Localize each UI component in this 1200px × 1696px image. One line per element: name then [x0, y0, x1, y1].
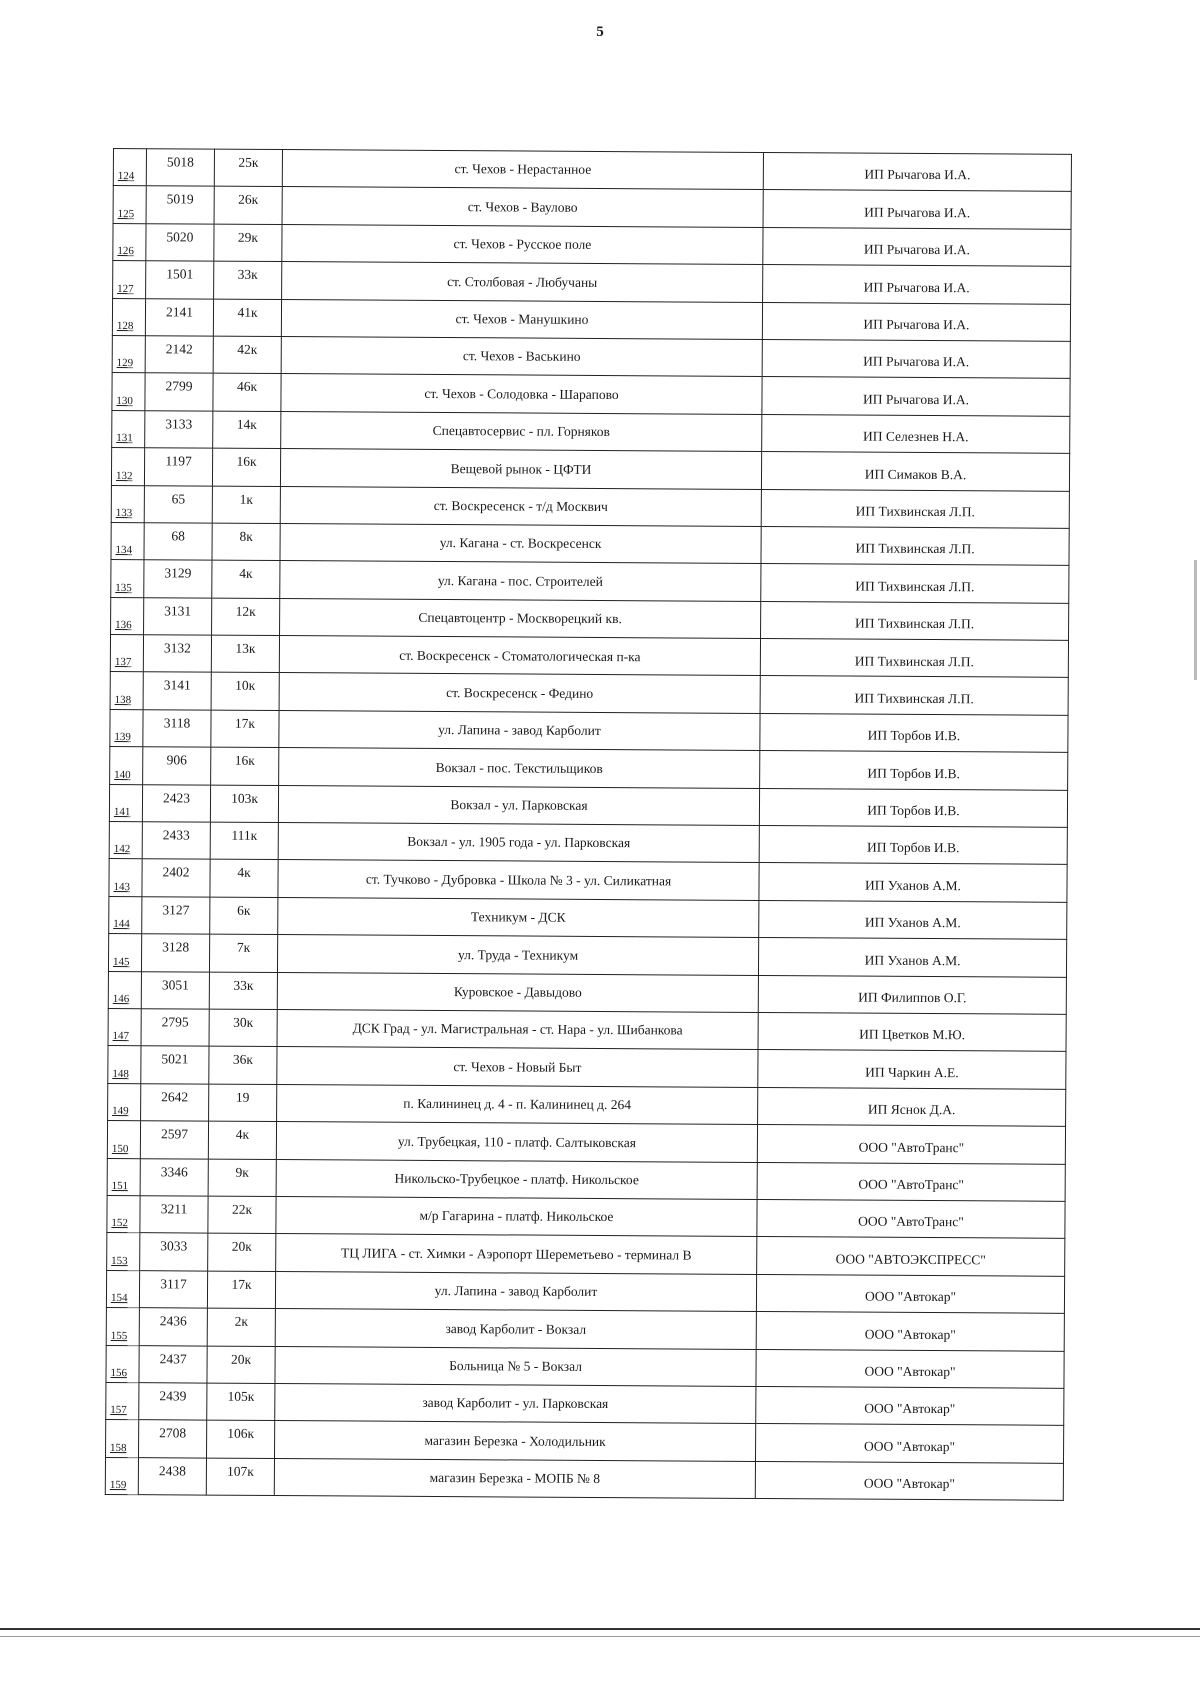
registration-number-cell: 68 — [144, 523, 212, 561]
route-path-cell: п. Калининец д. 4 - п. Калининец д. 264 — [277, 1084, 758, 1124]
registration-number-cell: 3128 — [141, 934, 209, 972]
route-path-cell: ст. Тучково - Дубровка - Школа № 3 - ул. Силикатная — [278, 860, 759, 900]
table-row — [111, 448, 1069, 491]
carrier-cell: ИП Тихвинская Л.П. — [761, 526, 1069, 565]
route-number-cell: 14к — [213, 411, 281, 449]
table-row — [111, 597, 1069, 640]
route-number-cell: 46к — [213, 373, 281, 411]
route-number-cell: 19 — [209, 1084, 277, 1122]
registration-number-cell: 5020 — [146, 223, 214, 261]
route-number-cell: 107к — [206, 1458, 274, 1496]
registration-number-cell: 3033 — [140, 1233, 208, 1271]
row-number-cell: 127 — [113, 261, 146, 299]
row-number-cell: 148 — [108, 1046, 141, 1084]
row-number-cell: 145 — [108, 934, 141, 972]
carrier-cell: ИП Рычагова И.А. — [763, 190, 1071, 229]
registration-number-cell: 5019 — [146, 186, 214, 224]
table-row — [109, 822, 1067, 865]
table-row — [112, 410, 1070, 453]
row-number-cell: 156 — [106, 1345, 139, 1383]
route-number-cell: 1к — [212, 486, 280, 524]
route-path-cell: Вокзал - пос. Текстильщиков — [279, 748, 760, 788]
scan-edge-line-faint — [0, 1636, 1200, 1637]
carrier-cell: ИП Уханов А.М. — [759, 863, 1067, 902]
table-row — [105, 1457, 1063, 1500]
row-number-cell: 134 — [111, 522, 144, 560]
route-path-cell: ДСК Град - ул. Магистральная - ст. Нара - ул. Шибанкова — [277, 1010, 758, 1050]
row-number-cell: 144 — [109, 896, 142, 934]
row-number-cell: 136 — [111, 597, 144, 635]
registration-number-cell: 2437 — [139, 1345, 207, 1383]
table-row — [109, 784, 1067, 827]
carrier-cell: ИП Рычагова И.А. — [763, 227, 1071, 266]
route-path-cell: Вещевой рынок - ЦФТИ — [280, 449, 761, 489]
carrier-cell: ИП Рычагова И.А. — [762, 377, 1070, 416]
carrier-cell: ИП Яснок Д.А. — [758, 1087, 1066, 1126]
row-number-cell: 157 — [106, 1382, 139, 1420]
route-number-cell: 8к — [212, 523, 280, 561]
carrier-cell: ИП Симаков В.А. — [761, 452, 1069, 491]
row-number-cell: 149 — [108, 1083, 141, 1121]
registration-number-cell: 5021 — [141, 1046, 209, 1084]
route-path-cell: Больница № 5 - Вокзал — [275, 1346, 756, 1386]
scan-edge-line — [0, 1628, 1200, 1630]
table-row — [108, 934, 1066, 977]
table-row — [112, 298, 1070, 341]
registration-number-cell: 2799 — [145, 373, 213, 411]
route-path-cell: Вокзал - ул. 1905 года - ул. Парковская — [278, 823, 759, 863]
table-row — [113, 186, 1071, 229]
carrier-cell: ИП Торбов И.В. — [760, 751, 1068, 790]
table-row — [108, 971, 1066, 1014]
row-number-cell: 159 — [105, 1457, 138, 1495]
registration-number-cell: 2433 — [142, 822, 210, 860]
registration-number-cell: 2141 — [145, 298, 213, 336]
route-number-cell: 20к — [208, 1233, 276, 1271]
row-number-cell: 131 — [112, 410, 145, 448]
registration-number-cell: 2642 — [141, 1083, 209, 1121]
row-number-cell: 137 — [110, 635, 143, 673]
carrier-cell: ИП Селезнев Н.А. — [762, 414, 1070, 453]
table-row — [106, 1345, 1064, 1388]
route-number-cell: 41к — [213, 299, 281, 337]
registration-number-cell: 2439 — [139, 1383, 207, 1421]
row-number-cell: 139 — [110, 709, 143, 747]
routes-table — [105, 148, 1072, 1501]
table-row — [110, 747, 1068, 790]
route-number-cell: 26к — [214, 187, 282, 225]
route-number-cell: 13к — [211, 635, 279, 673]
row-number-cell: 135 — [111, 560, 144, 598]
registration-number-cell: 3131 — [144, 597, 212, 635]
route-number-cell: 33к — [209, 972, 277, 1010]
carrier-cell: ИП Чаркин А.Е. — [758, 1050, 1066, 1089]
carrier-cell: ИП Уханов А.М. — [758, 938, 1066, 977]
route-number-cell: 105к — [207, 1383, 275, 1421]
route-path-cell: Никольско-Трубецкое - платф. Никольское — [276, 1159, 757, 1199]
row-number-cell: 140 — [110, 747, 143, 785]
route-number-cell: 10к — [211, 673, 279, 711]
registration-number-cell: 3132 — [143, 635, 211, 673]
carrier-cell: ООО "Автокар" — [756, 1312, 1064, 1351]
route-number-cell: 17к — [211, 710, 279, 748]
row-number-cell: 132 — [111, 448, 144, 486]
route-path-cell: магазин Березка - МОПБ № 8 — [274, 1458, 755, 1498]
table-row — [107, 1233, 1065, 1276]
carrier-cell: ИП Торбов И.В. — [759, 788, 1067, 827]
carrier-cell: ООО "Автокар" — [756, 1349, 1064, 1388]
route-path-cell: ст. Воскресенск - Федино — [279, 673, 760, 713]
carrier-cell: ИП Тихвинская Л.П. — [761, 489, 1069, 528]
route-path-cell: ст. Чехов - Ваулово — [282, 187, 763, 227]
route-number-cell: 111к — [210, 822, 278, 860]
row-number-cell: 147 — [108, 1008, 141, 1046]
route-path-cell: ул. Труда - Техникум — [277, 935, 758, 975]
route-number-cell: 22к — [208, 1196, 276, 1234]
route-path-cell: ул. Кагана - пос. Строителей — [280, 561, 761, 601]
row-number-cell: 152 — [107, 1195, 140, 1233]
row-number-cell: 125 — [113, 186, 146, 224]
carrier-cell: ООО "АВТОЭКСПРЕСС" — [757, 1237, 1065, 1276]
route-path-cell: ст. Воскресенск - т/д Москвич — [280, 486, 761, 526]
carrier-cell: ИП Рычагова И.А. — [763, 265, 1071, 304]
carrier-cell: ООО "Автокар" — [755, 1424, 1063, 1463]
registration-number-cell: 2795 — [141, 1009, 209, 1047]
route-path-cell: Вокзал - ул. Парковская — [278, 785, 759, 825]
route-number-cell: 2к — [207, 1308, 275, 1346]
route-number-cell: 12к — [212, 598, 280, 636]
table-row — [112, 373, 1070, 416]
route-path-cell: ст. Чехов - Солодовка - Шарапово — [281, 374, 762, 414]
route-path-cell: ул. Лапина - завод Карболит — [275, 1271, 756, 1311]
registration-number-cell: 3211 — [140, 1196, 208, 1234]
routes-table-body — [105, 149, 1071, 1501]
route-number-cell: 4к — [208, 1121, 276, 1159]
row-number-cell: 146 — [108, 971, 141, 1009]
row-number-cell: 128 — [112, 298, 145, 336]
route-number-cell: 9к — [208, 1159, 276, 1197]
table-row — [108, 1083, 1066, 1126]
table-row — [113, 261, 1071, 304]
route-path-cell: м/р Гагарина - платф. Никольское — [276, 1196, 757, 1236]
registration-number-cell: 906 — [143, 747, 211, 785]
carrier-cell: ИП Рычагова И.А. — [762, 339, 1070, 378]
route-number-cell: 4к — [212, 560, 280, 598]
table-row — [106, 1270, 1064, 1313]
carrier-cell: ИП Тихвинская Л.П. — [761, 564, 1069, 603]
row-number-cell: 158 — [106, 1420, 139, 1458]
carrier-cell: ООО "АвтоТранс" — [757, 1199, 1065, 1238]
table-row — [108, 1008, 1066, 1051]
table-row — [110, 635, 1068, 678]
carrier-cell: ИП Тихвинская Л.П. — [760, 639, 1068, 678]
registration-number-cell: 3051 — [141, 971, 209, 1009]
registration-number-cell: 5018 — [146, 149, 214, 187]
registration-number-cell: 3129 — [144, 560, 212, 598]
route-path-cell: ул. Кагана - ст. Воскресенск — [280, 523, 761, 563]
carrier-cell: ИП Торбов И.В. — [759, 825, 1067, 864]
row-number-cell: 153 — [107, 1233, 140, 1271]
registration-number-cell: 2436 — [139, 1308, 207, 1346]
route-number-cell: 20к — [207, 1346, 275, 1384]
registration-number-cell: 3117 — [139, 1270, 207, 1308]
row-number-cell: 130 — [112, 373, 145, 411]
route-path-cell: ул. Лапина - завод Карболит — [279, 710, 760, 750]
registration-number-cell: 3141 — [143, 672, 211, 710]
carrier-cell: ООО "Автокар" — [756, 1274, 1064, 1313]
route-number-cell: 16к — [212, 448, 280, 486]
registration-number-cell: 3133 — [145, 410, 213, 448]
table-row — [112, 335, 1070, 378]
route-number-cell: 33к — [214, 261, 282, 299]
route-number-cell: 25к — [214, 149, 282, 187]
registration-number-cell: 1501 — [146, 261, 214, 299]
scan-edge-mark — [1194, 560, 1197, 680]
route-path-cell: Техникум - ДСК — [278, 897, 759, 937]
carrier-cell: ИП Рычагова И.А. — [762, 302, 1070, 341]
registration-number-cell: 3346 — [140, 1158, 208, 1196]
carrier-cell: ИП Уханов А.М. — [759, 900, 1067, 939]
row-number-cell: 155 — [106, 1308, 139, 1346]
route-number-cell: 29к — [214, 224, 282, 262]
route-number-cell: 30к — [209, 1009, 277, 1047]
route-path-cell: Спецавтоцентр - Москворецкий кв. — [280, 598, 761, 638]
carrier-cell: ООО "АвтоТранс" — [757, 1162, 1065, 1201]
table-row — [113, 223, 1071, 266]
registration-number-cell: 2142 — [145, 336, 213, 374]
row-number-cell: 150 — [107, 1121, 140, 1159]
carrier-cell: ИП Торбов И.В. — [760, 713, 1068, 752]
registration-number-cell: 2708 — [139, 1420, 207, 1458]
route-number-cell: 16к — [211, 747, 279, 785]
route-path-cell: завод Карболит - Вокзал — [275, 1309, 756, 1349]
route-number-cell: 36к — [209, 1046, 277, 1084]
page-number: 5 — [596, 24, 604, 40]
table-row — [106, 1308, 1064, 1351]
table-row — [108, 1046, 1066, 1089]
route-number-cell: 7к — [209, 934, 277, 972]
registration-number-cell: 65 — [144, 485, 212, 523]
row-number-cell: 141 — [109, 784, 142, 822]
table-row — [110, 672, 1068, 715]
row-number-cell: 124 — [113, 149, 146, 187]
table-row — [109, 859, 1067, 902]
registration-number-cell: 2402 — [142, 859, 210, 897]
table-row — [113, 149, 1071, 192]
route-path-cell: ст. Чехов - Русское поле — [282, 224, 763, 264]
carrier-cell: ИП Цветков М.Ю. — [758, 1012, 1066, 1051]
route-path-cell: ст. Чехов - Новый Быт — [277, 1047, 758, 1087]
row-number-cell: 133 — [111, 485, 144, 523]
carrier-cell: ООО "Автокар" — [755, 1461, 1063, 1500]
table-row — [110, 709, 1068, 752]
table-row — [107, 1195, 1065, 1238]
registration-number-cell: 2438 — [138, 1457, 206, 1495]
route-number-cell: 42к — [213, 336, 281, 374]
row-number-cell: 138 — [110, 672, 143, 710]
table-row — [111, 522, 1069, 565]
table-row — [111, 560, 1069, 603]
route-path-cell: ТЦ ЛИГА - ст. Химки - Аэропорт Шереметьево - терминал В — [276, 1234, 757, 1274]
carrier-cell: ИП Филиппов О.Г. — [758, 975, 1066, 1014]
table-row — [109, 896, 1067, 939]
route-number-cell: 103к — [210, 785, 278, 823]
route-path-cell: ст. Воскресенск - Стоматологическая п-ка — [279, 636, 760, 676]
route-number-cell: 17к — [207, 1271, 275, 1309]
row-number-cell: 129 — [112, 335, 145, 373]
route-path-cell: Спецавтосервис - пл. Горняков — [281, 411, 762, 451]
registration-number-cell: 3118 — [143, 710, 211, 748]
route-path-cell: ст. Чехов - Нерастанное — [282, 150, 763, 190]
registration-number-cell: 3127 — [142, 897, 210, 935]
route-number-cell: 6к — [210, 897, 278, 935]
route-path-cell: ст. Чехов - Манушкино — [281, 299, 762, 339]
route-path-cell: завод Карболит - ул. Парковская — [275, 1383, 756, 1423]
row-number-cell: 143 — [109, 859, 142, 897]
row-number-cell: 151 — [107, 1158, 140, 1196]
route-path-cell: Куровское - Давыдово — [277, 972, 758, 1012]
carrier-cell: ООО "Автокар" — [756, 1386, 1064, 1425]
table-row — [107, 1121, 1065, 1164]
carrier-cell: ООО "АвтоТранс" — [757, 1125, 1065, 1164]
route-path-cell: ст. Чехов - Васькино — [281, 336, 762, 376]
route-number-cell: 106к — [207, 1420, 275, 1458]
route-path-cell: ст. Столбовая - Любучаны — [282, 262, 763, 302]
carrier-cell: ИП Рычагова И.А. — [763, 152, 1071, 191]
registration-number-cell: 2423 — [142, 784, 210, 822]
carrier-cell: ИП Тихвинская Л.П. — [761, 601, 1069, 640]
row-number-cell: 142 — [109, 822, 142, 860]
row-number-cell: 126 — [113, 223, 146, 261]
table-row — [106, 1382, 1064, 1425]
row-number-cell: 154 — [106, 1270, 139, 1308]
route-path-cell: ул. Трубецкая, 110 - платф. Салтыковская — [276, 1122, 757, 1162]
carrier-cell: ИП Тихвинская Л.П. — [760, 676, 1068, 715]
registration-number-cell: 2597 — [140, 1121, 208, 1159]
registration-number-cell: 1197 — [144, 448, 212, 486]
route-path-cell: магазин Березка - Холодильник — [274, 1421, 755, 1461]
route-number-cell: 4к — [210, 860, 278, 898]
table-row — [107, 1158, 1065, 1201]
table-row — [111, 485, 1069, 528]
table-row — [106, 1420, 1064, 1463]
